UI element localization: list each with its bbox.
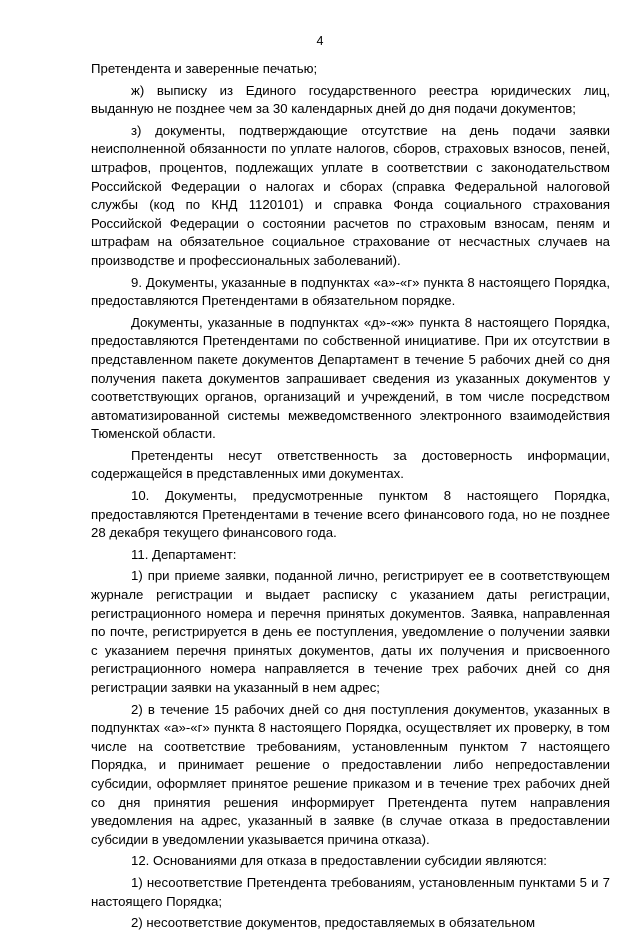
paragraph-11: 11. Департамент: — [131, 546, 237, 562]
paragraph-documents-initiative: Документы, указанные в подпунктах «д»-«ж» пункта 8 настоящего Порядка, предоставляются Претендентами по собственной инициативе. При их отсутствии в представленном пакете документов Департамент в течение 5 рабочих дней со дня получения пакета документов запрашивает сведения из указанных документов у соответствующих органов, организаций и учреждений, в том числе посредством автоматизированной системы межведомственного электронного взаимодействия Тюменской области. — [91, 314, 610, 442]
paragraph-item-z: з) документы, подтверждающие отсутствие на день подачи заявки неисполненной обязанности по уплате налогов, сборов, страховых взносов, пеней, штрафов, процентов, подлежащих уплате в соответствии с законодательством Российской Федерации о налогах и сборах (справка Федеральной налоговой службы (код по КНД 1120101) и справка Фонда социального страхования Российской Федерации о состоянии расчетов по страховым взносам, пеням и штрафам на обязательное социальное страхование от несчастных случаев на производстве и профессиональных заболеваний). — [91, 122, 610, 268]
paragraph-9: 9. Документы, указанные в подпунктах «а»-«г» пункта 8 настоящего Порядка, предоставляются Претендентами в обязательном порядке. — [91, 274, 610, 309]
paragraph-12: 12. Основаниями для отказа в предоставлении субсидии являются: — [131, 853, 547, 869]
paragraph-12-2: 2) несоответствие документов, предоставляемых в обязательном — [131, 915, 536, 931]
document-body — [91, 60, 610, 933]
paragraph-continuation: Претендента и заверенные печатью; — [91, 61, 318, 76]
paragraph-10: 10. Документы, предусмотренные пунктом 8 настоящего Порядка, предоставляются Претендентами в течение всего финансового года, но не позднее 28 декабря текущего финансового года. — [91, 488, 610, 541]
paragraph-12-1: 1) несоответствие Претендента требованиям, установленным пунктами 5 и 7 настоящего Порядка; — [91, 874, 610, 909]
paragraph-item-zh: ж) выписку из Единого государственного реестра юридических лиц, выданную не позднее чем за 30 календарных дней до дня подачи документов; — [91, 82, 610, 117]
paragraph-11-1: 1) при приеме заявки, поданной лично, регистрирует ее в соответствующем журнале регистрации и выдает расписку с указанием даты регистрации, регистрационного номера и перечня принятых документов. Заявка, направленная по почте, регистрируется в день ее поступления, уведомление о получении заявки с указанием перечня принятых документов, даты их получения и присвоенного регистрационного номера направляется в течение трех рабочих дней со дня регистрации заявки на указанный в нем адрес; — [91, 568, 610, 695]
paragraph-responsibility: Претенденты несут ответственность за достоверность информации, содержащейся в представленных ими документах. — [91, 447, 610, 482]
page-number: 4 — [316, 34, 324, 48]
paragraph-11-2: 2) в течение 15 рабочих дней со дня поступления документов, указанных в подпунктах «а»-«г» пункта 8 настоящего Порядка, осуществляет их проверку, в том числе на соответствие требованиям, установленным пунктом 7 настоящего Порядка, и принимает решение о предоставлении либо непредоставлении субсидии, оформляет принятое решение приказом и в течение трех рабочих дней со дня принятия решения информирует Претендента путем направления уведомления на адрес, указанный в заявке (в случае отказа в предоставлении субсидии в уведомлении указывается причина отказа). — [91, 701, 610, 847]
